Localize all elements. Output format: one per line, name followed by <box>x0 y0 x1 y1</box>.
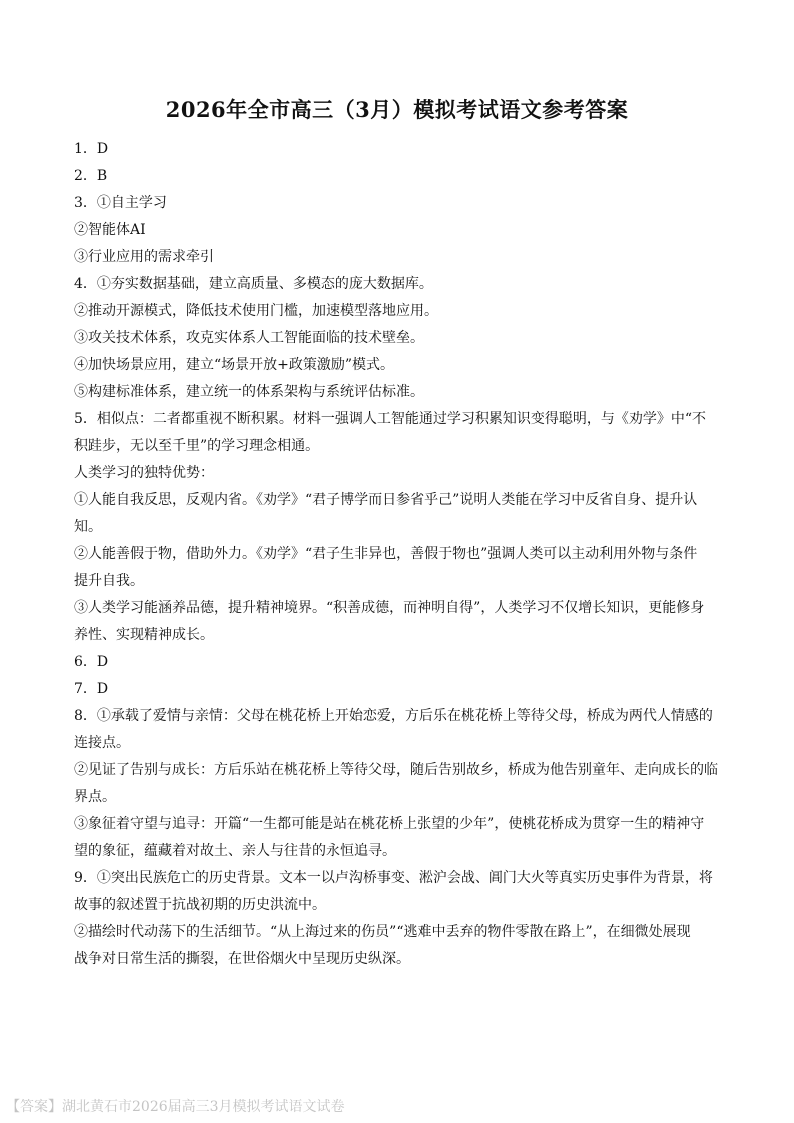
answer-line: ④加快场景应用，建立“场景开放+政策激励”模式。 <box>74 357 395 373</box>
answer-line: 3．①自主学习 <box>74 195 167 211</box>
answer-line: 8．①承载了爱情与亲情：父母在桃花桥上开始恋爱，方后乐在桃花桥上等待父母，桥成为两代人情感的 <box>74 708 713 724</box>
answer-line: ③行业应用的需求牵引 <box>74 249 214 265</box>
answer-line: ②人能善假于物，借助外力。《劝学》“君子生非异也，善假于物也”强调人类可以主动利用外物与条件 <box>74 546 698 562</box>
answer-line: 1．D <box>74 141 109 157</box>
answer-line: ②描绘时代动荡下的生活细节。“从上海过来的伤员”“逃难中丢弃的物件零散在路上”，在细微处展现 <box>74 924 691 940</box>
answer-line: ②推动开源模式，降低技术使用门槛，加速模型落地应用。 <box>74 303 438 319</box>
answer-line: 5．相似点：二者都重视不断积累。材料一强调人工智能通过学习积累知识变得聪明，与《劝学》中“不 <box>74 411 707 427</box>
answer-line: ⑤构建标准体系，建立统一的体系架构与系统评估标准。 <box>74 384 424 400</box>
answer-line: ①人能自我反思，反观内省。《劝学》“君子博学而日参省乎己”说明人类能在学习中反省自身、提升认 <box>74 492 698 508</box>
answer-line: 提升自我。 <box>74 573 144 589</box>
answer-line: 养性、实现精神成长。 <box>74 627 214 643</box>
answer-line: ③象征着守望与追寻：开篇“一生都可能是站在桃花桥上张望的少年”，使桃花桥成为贯穿一生的精神守 <box>74 816 705 832</box>
answer-line: 2．B <box>74 168 108 184</box>
answer-line: 望的象征，蕴藏着对故土、亲人与往昔的永恒追寻。 <box>74 843 396 859</box>
answer-list <box>74 136 724 973</box>
answer-line: 战争对日常生活的撕裂，在世俗烟火中呈现历史纵深。 <box>74 951 410 967</box>
answer-line: 4．①夯实数据基础，建立高质量、多模态的庞大数据库。 <box>74 276 433 292</box>
answer-line: 知。 <box>74 519 102 535</box>
source-watermark: 【答案】湖北黄石市2026届高三3月模拟考试语文试卷 <box>6 1099 345 1115</box>
answer-line: 9．①突出民族危亡的历史背景。文本一以卢沟桥事变、淞沪会战、阊门大火等真实历史事件为背景，将 <box>74 870 713 886</box>
answer-line: 连接点。 <box>74 735 130 751</box>
answer-line: 6．D <box>74 654 109 670</box>
answer-line: 7．D <box>74 681 109 697</box>
answer-line: 人类学习的独特优势： <box>74 465 214 481</box>
answer-line: 界点。 <box>74 789 116 805</box>
answer-line: ②智能体AI <box>74 222 146 238</box>
page-title: 2026年全市高三（3月）模拟考试语文参考答案 <box>165 97 629 122</box>
answer-line: ③攻关技术体系，攻克实体系人工智能面临的技术壁垒。 <box>74 330 424 346</box>
answer-line: ③人类学习能涵养品德，提升精神境界。“积善成德，而神明自得”，人类学习不仅增长知识，更能修身 <box>74 600 705 616</box>
answer-line: ②见证了告别与成长：方后乐站在桃花桥上等待父母，随后告别故乡，桥成为他告别童年、走向成长的临 <box>74 762 718 778</box>
answer-line: 积跬步，无以至千里”的学习理念相通。 <box>74 438 320 454</box>
answer-line: 故事的叙述置于抗战初期的历史洪流中。 <box>74 897 326 913</box>
